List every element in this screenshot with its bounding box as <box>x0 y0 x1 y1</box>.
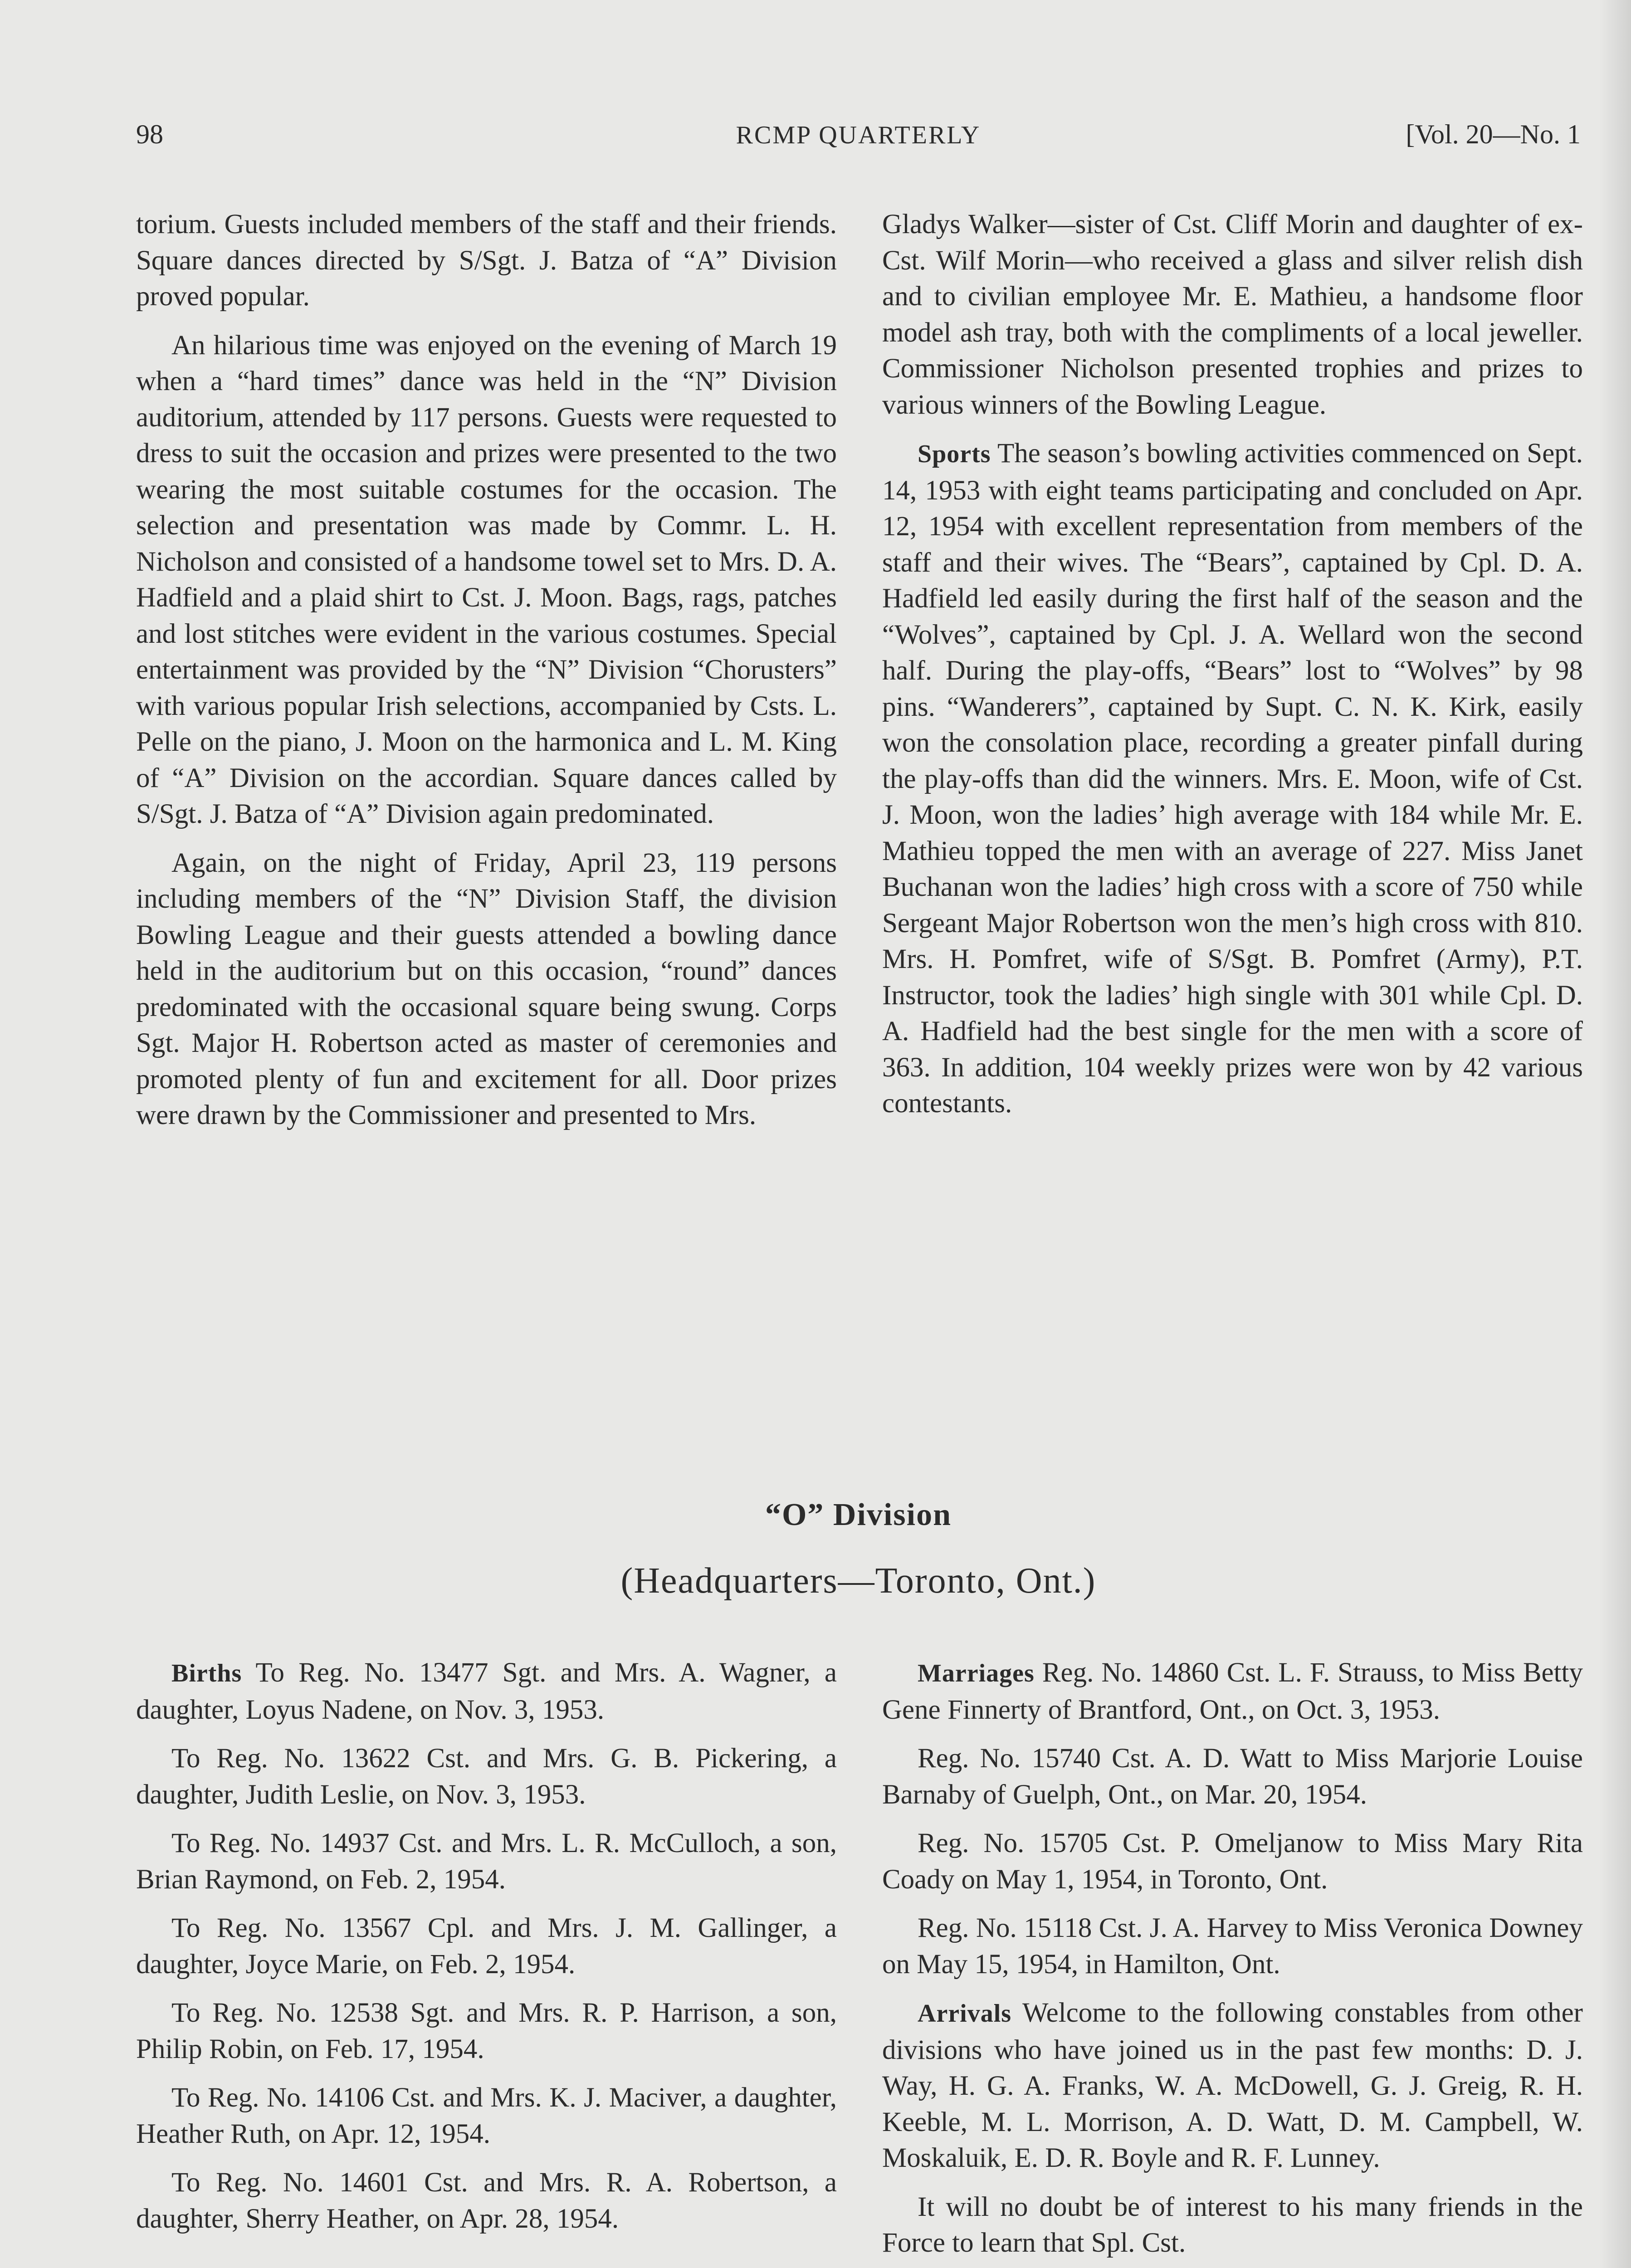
page-number: 98 <box>136 119 163 149</box>
journal-title: RCMP QUARTERLY <box>736 121 981 149</box>
division-heading: “O” Division <box>765 1497 952 1532</box>
marriage-entry: Reg. No. 15705 Cst. P. Omeljanow to Miss Mary Rita Coady on May 1, 1954, in Toronto, Ont. <box>882 1828 1583 1895</box>
paragraph: Gladys Walker—sister of Cst. Cliff Morin and daughter of ex-Cst. Wilf Morin—who received a glass and silver relish dish and to civilian employee Mr. E. Mathieu, a handsome floor model ash tray, both with the compliments of a local jeweller. Commissioner Nicholson presented trophies and prizes to various winners of the Bowling League. <box>882 209 1583 420</box>
paragraph: An hilarious time was enjoyed on the evening of March 19 when a “hard times” dance was held in the “N” Division auditorium, attended by 117 persons. Guests were requested to dress to suit the occasion and prizes were presented to the two wearing the most suitable costumes for the occasion. The selection and presentation was made by Commr. L. H. Nicholson and consisted of a handsome towel set to Mrs. D. A. Hadfield and a plaid shirt to Cst. J. Moon. Bags, rags, patches and lost stitches were evident in the various costumes. Special entertainment was provided by the “N” Division “Chorusters” with various popular Irish selections, accompanied by Csts. L. Pelle on the piano, J. Moon on the harmonica and L. M. King of “A” Division on the accordian. Square dances called by S/Sgt. J. Batza of “A” Division again predominated. <box>136 330 837 829</box>
sports-label: Sports <box>918 440 991 468</box>
marriage-entry: Reg. No. 15118 Cst. J. A. Harvey to Miss Veronica Downey on May 15, 1954, in Hamilton, Ont. <box>882 1913 1583 1980</box>
page-edge-shadow <box>1599 0 1631 2268</box>
sports-text: The season’s bowling activities commenced on Sept. 14, 1953 with eight teams participating and concluded on Apr. 12, 1954 with excellent representation from members of the staff and their wives. The “Bears”, captained by Cpl. D. A. Hadfield led easily during the first half of the season and the “Wolves”, captained by Cpl. J. A. Wellard won the second half. During the play-offs, “Bears” lost to “Wolves” by 98 pins. “Wanderers”, captained by Supt. C. N. K. Kirk, easily won the consolation place, recording a greater pinfall during the play-offs than did the winners. Mrs. E. Moon, wife of Cst. J. Moon, won the ladies’ high average with 184 while Mr. E. Mathieu topped the men with an average of 227. Miss Janet Buchanan won the ladies’ high cross with a score of 750 while Sergeant Major Robertson won the men’s high cross with 810. Mrs. H. Pomfret, wife of S/Sgt. B. Pomfret (Army), P.T. Instructor, took the ladies’ high single with 301 while Cpl. D. A. Hadfield had the best single for the men with a score of 363. In addition, 104 weekly prizes were won by 42 various contestants. <box>882 438 1583 1119</box>
paragraph: torium. Guests included members of the staff and their friends. Square dances directed by S/Sgt. J. Batza of “A” Division proved popular. <box>136 209 837 312</box>
birth-entry: To Reg. No. 13477 Sgt. and Mrs. A. Wagner, a daughter, Loyus Nadene, on Nov. 3, 1953. <box>136 1657 837 1725</box>
division-subheading: (Headquarters—Toronto, Ont.) <box>620 1561 1096 1601</box>
birth-entry: To Reg. No. 13567 Cpl. and Mrs. J. M. Gallinger, a daughter, Joyce Marie, on Feb. 2, 1954. <box>136 1913 837 1980</box>
birth-entry: To Reg. No. 12538 Sgt. and Mrs. R. P. Harrison, a son, Philip Robin, on Feb. 17, 1954. <box>136 1998 837 2064</box>
sports-paragraph <box>882 435 1583 1122</box>
birth-entry: To Reg. No. 14601 Cst. and Mrs. R. A. Robertson, a daughter, Sherry Heather, on Apr. 28, 1954. <box>136 2167 837 2234</box>
marriages-paragraph <box>882 1655 1583 1728</box>
births-paragraph <box>136 1655 837 1728</box>
marriages-column <box>882 1655 1583 2261</box>
marriage-entry: Reg. No. 14860 Cst. L. F. Strauss, to Miss Betty Gene Finnerty of Brantford, Ont., on Oct. 3, 1953. <box>882 1657 1583 1725</box>
top-right-column <box>882 206 1583 1122</box>
birth-entry: To Reg. No. 14106 Cst. and Mrs. K. J. Maciver, a daughter, Heather Ruth, on Apr. 12, 1954. <box>136 2082 837 2149</box>
arrivals-label: Arrivals <box>918 1999 1012 2028</box>
marriage-entry: Reg. No. 15740 Cst. A. D. Watt to Miss Marjorie Louise Barnaby of Guelph, Ont., on Mar. 20, 1954. <box>882 1743 1583 1810</box>
births-label: Births <box>171 1659 242 1687</box>
arrivals-paragraph <box>882 1995 1583 2176</box>
marriages-label: Marriages <box>918 1659 1035 1687</box>
running-header <box>136 119 1581 160</box>
volume-number: [Vol. 20—No. 1 <box>1406 119 1581 149</box>
paragraph: Again, on the night of Friday, April 23, 119 persons including members of the “N” Division Staff, the division Bowling League and their guests attended a bowling dance held in the auditorium but on this occasion, “round” dances predominated with the occasional square being swung. Corps Sgt. Major H. Robertson acted as master of ceremonies and promoted plenty of fun and excitement for all. Door prizes were drawn by the Commissioner and presented to Mrs. <box>136 847 837 1130</box>
birth-entry: To Reg. No. 14937 Cst. and Mrs. L. R. McCulloch, a son, Brian Raymond, on Feb. 2, 1954. <box>136 1828 837 1895</box>
births-column <box>136 1655 837 2237</box>
birth-entry: To Reg. No. 13622 Cst. and Mrs. G. B. Pickering, a daughter, Judith Leslie, on Nov. 3, 1953. <box>136 1743 837 1810</box>
arrivals-text: Welcome to the following constables from other divisions who have joined us in the past few months: D. J. Way, H. G. A. Franks, W. A. McDowell, G. J. Greig, R. H. Keeble, M. L. Morrison, A. D. Watt, D. M. Campbell, W. Moskaluik, E. D. R. Boyle and R. F. Lunney. <box>882 1998 1583 2173</box>
top-left-column <box>136 206 837 1134</box>
paragraph: It will no doubt be of interest to his many friends in the Force to learn that Spl. Cst. <box>882 2191 1583 2258</box>
